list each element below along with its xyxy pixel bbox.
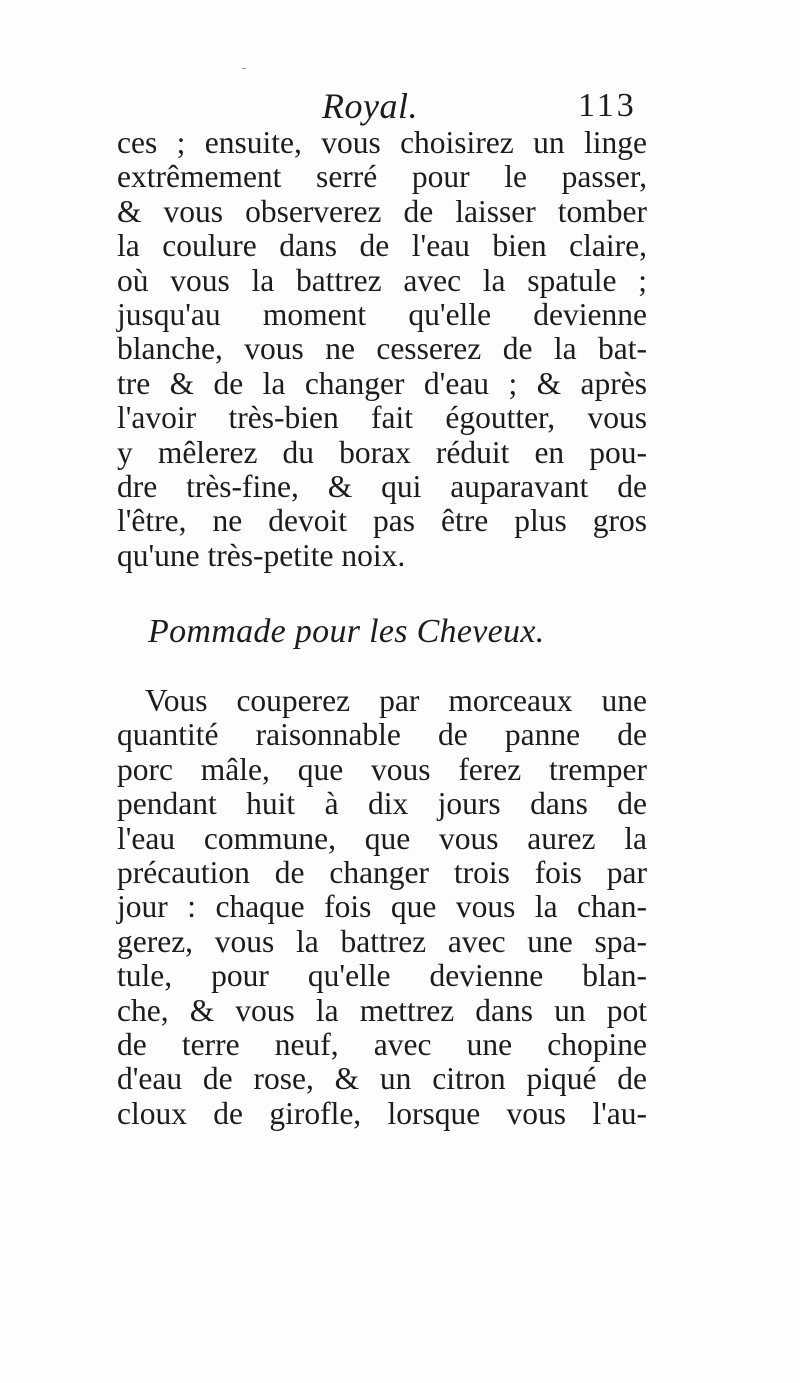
paragraph-2 [117,684,647,1131]
text-line: jusqu'au moment qu'elle devienne [117,296,647,332]
text-line: & vous observerez de laisser tomber [117,193,647,229]
text-line: l'avoir très-bien fait égoutter, vous [117,400,647,436]
text-line: extrêmement serré pour le passer, [117,159,647,195]
text-line: Vous couperez par morceaux une [145,683,647,718]
text-line: tule, pour qu'elle devienne blan- [117,958,647,994]
text-line: porc mâle, que vous ferez tremper [117,751,647,787]
text-line: l'eau commune, que vous aurez la [117,820,647,856]
text-line: précaution de changer trois fois par [117,854,647,890]
text-line: de terre neuf, avec une chopine [117,1026,647,1062]
text-line: pendant huit à dix jours dans de [117,786,647,822]
text-line: l'être, ne devoit pas être plus gros [117,503,647,539]
paragraph-1 [117,126,647,573]
text-line: dre très-fine, & qui auparavant de [117,468,647,504]
text-line: jour : chaque fois que vous la chan- [117,889,647,925]
text-line: cloux de girofle, lorsque vous l'au- [117,1095,647,1131]
text-line: où vous la battrez avec la spatule ; [117,262,647,298]
running-title: Royal. [322,86,418,126]
text-line: la coulure dans de l'eau bien claire, [117,228,647,264]
page-speck [242,68,246,69]
text-line: d'eau de rose, & un citron piqué de [117,1061,647,1097]
text-line: quantité raisonnable de panne de [117,717,647,753]
text-line: qu'une très-petite noix. [117,537,406,573]
text-line: ces ; ensuite, vous choisirez un linge [117,125,647,160]
running-head [0,84,800,128]
text-line: y mêlerez du borax réduit en pou- [117,434,647,470]
text-line: tre & de la changer d'eau ; & après [117,365,647,401]
text-line: blanche, vous ne cesserez de la bat- [117,331,647,367]
page-number: 113 [578,87,637,124]
text-line: che, & vous la mettrez dans un pot [117,992,647,1028]
text-line: gerez, vous la battrez avec une spa- [117,923,647,959]
section-heading: Pommade pour les Cheveux. [148,613,545,650]
